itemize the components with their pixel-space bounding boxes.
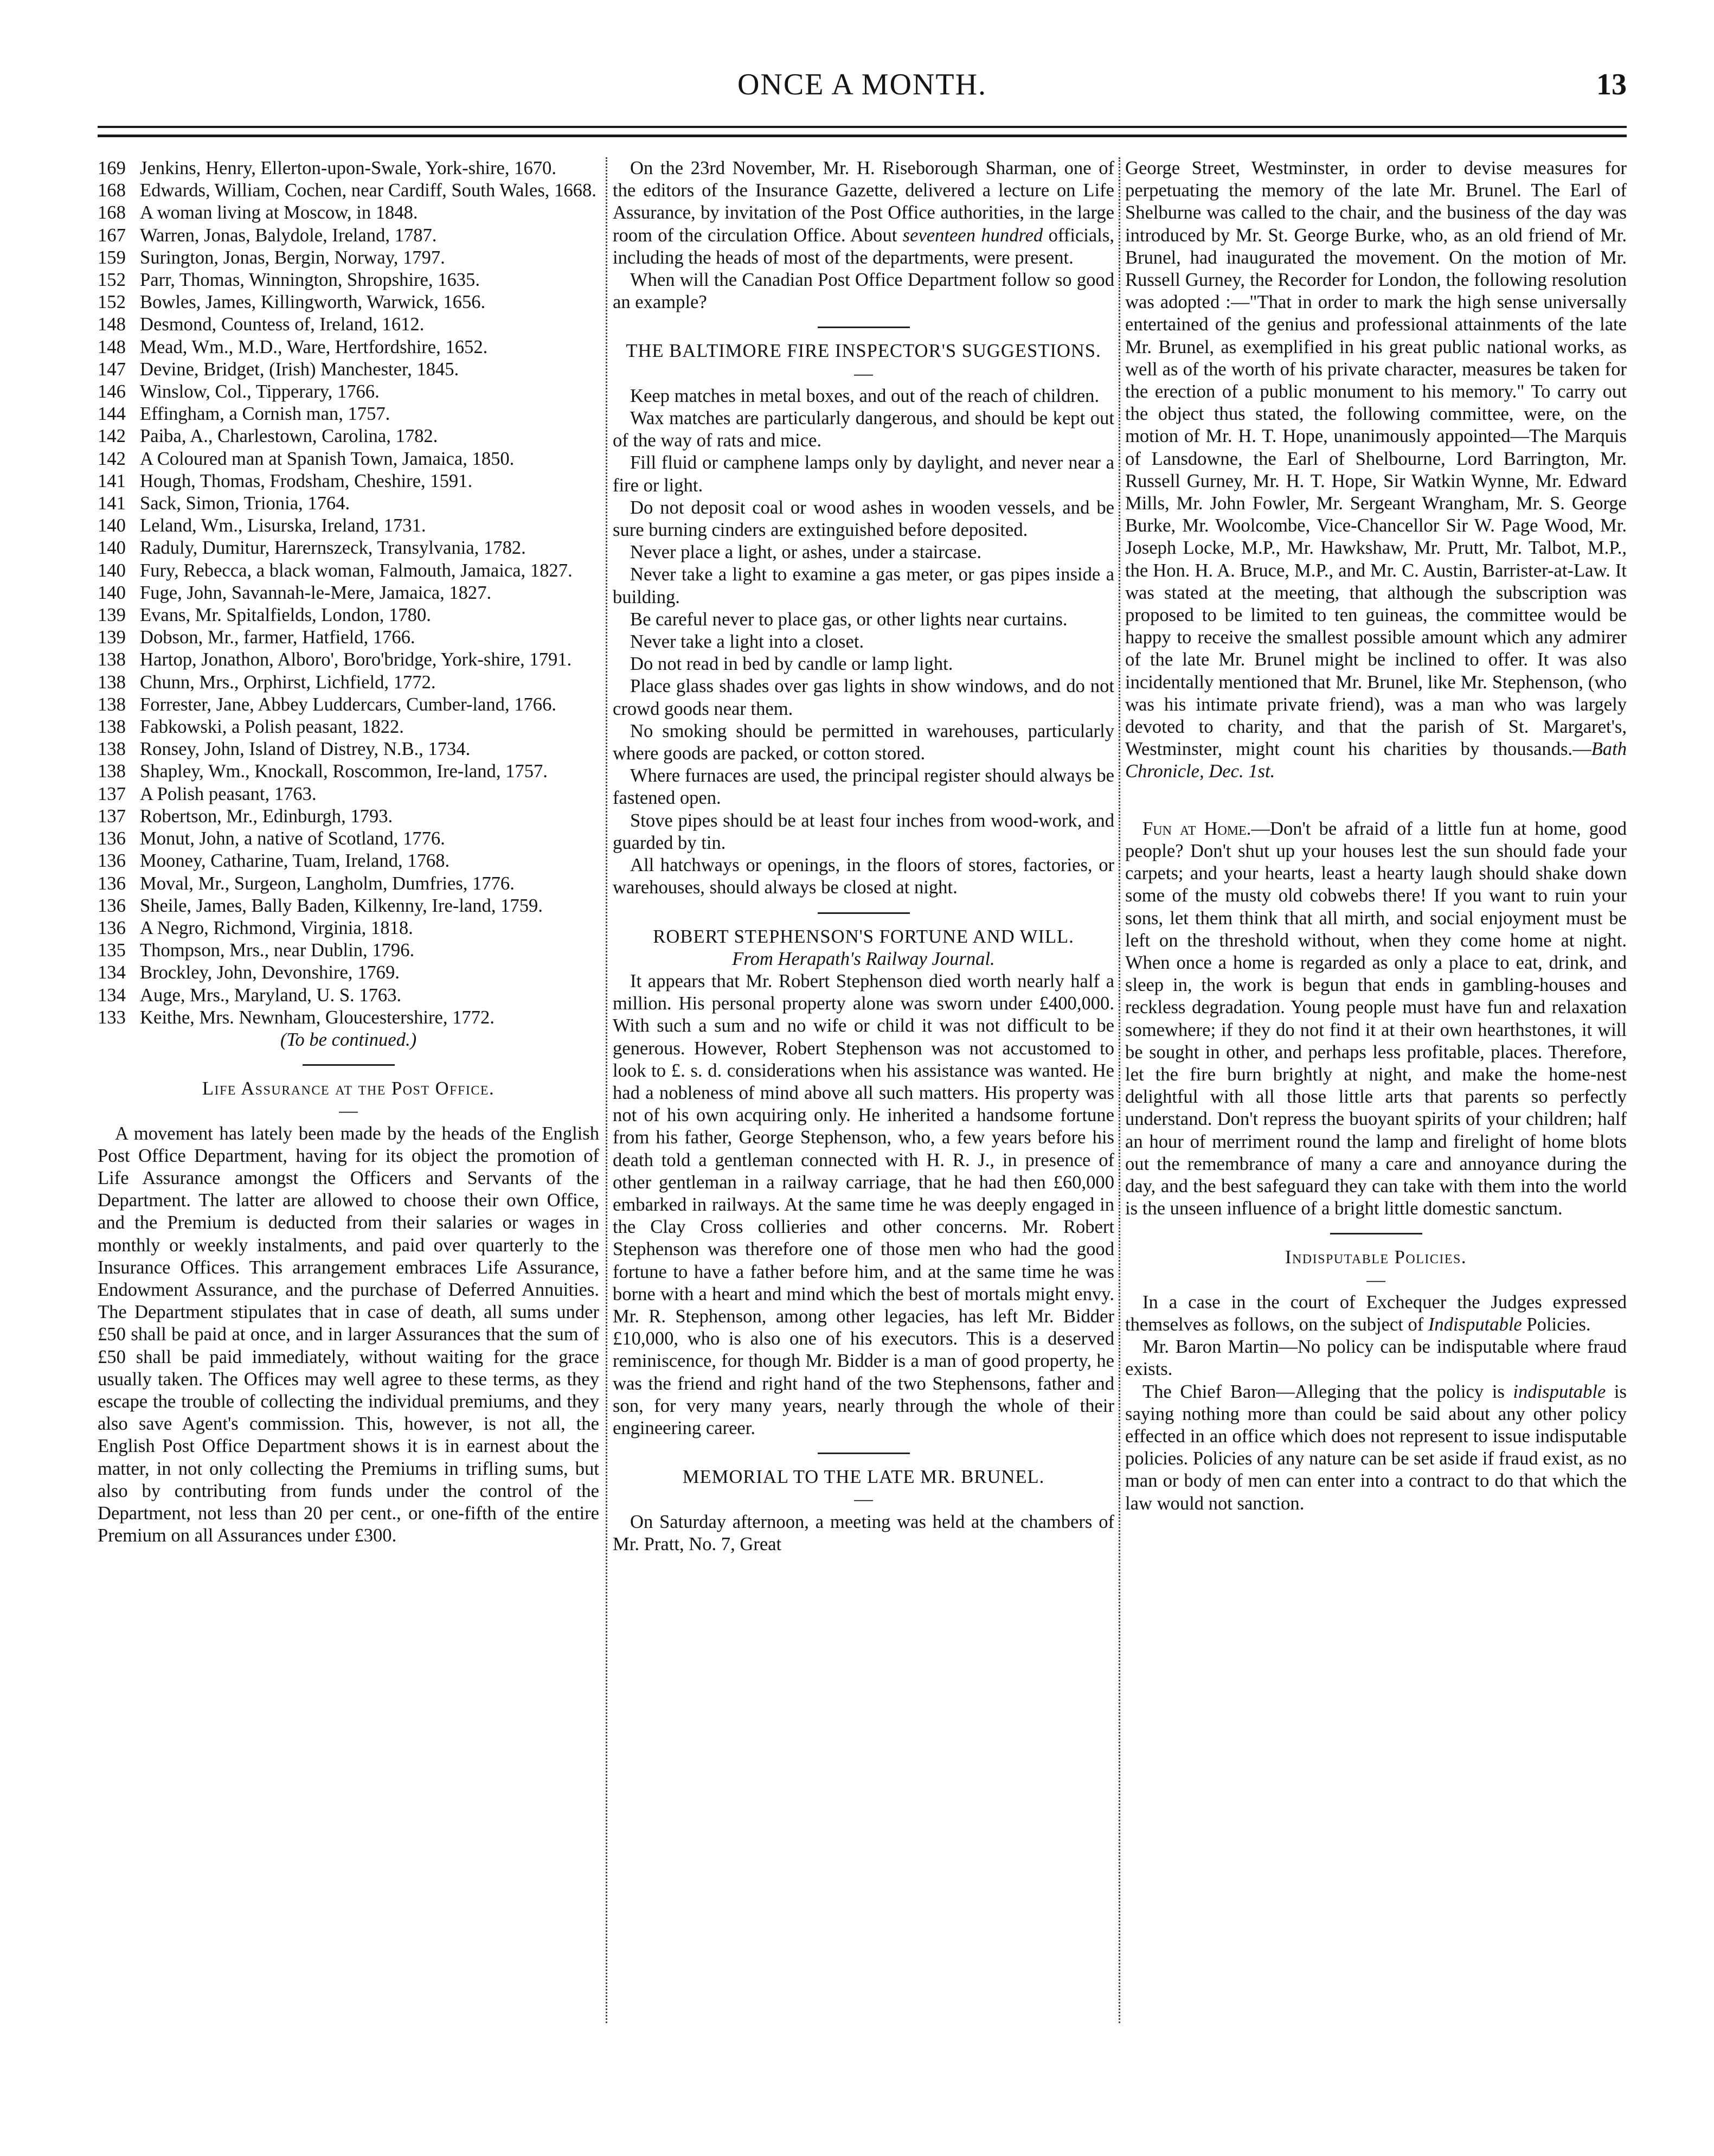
brunel-body-start: On Saturday afternoon, a meeting was held at the chambers of Mr. Pratt, No. 7, Great <box>613 1511 1114 1554</box>
fire-suggestion: Do not deposit coal or wood ashes in wooden vessels, and be sure burning cinders are extinguished before deposited. <box>613 497 1114 541</box>
section-rule <box>818 1453 910 1454</box>
entry-text: Hough, Thomas, Frodsham, Cheshire, 1591. <box>140 470 473 491</box>
longevity-entry <box>98 873 599 895</box>
entry-age: 137 <box>98 783 126 804</box>
entry-text: Surington, Jonas, Bergin, Norway, 1797. <box>140 247 445 268</box>
longevity-entry <box>98 359 599 381</box>
column-1 <box>98 157 599 1547</box>
longevity-entry <box>98 939 599 962</box>
entry-text: Moval, Mr., Surgeon, Langholm, Dumfries, 1776. <box>140 873 515 894</box>
entry-age: 136 <box>98 850 126 872</box>
longevity-entry <box>98 850 599 872</box>
fire-suggestion: Where furnaces are used, the principal register should always be fastened open. <box>613 765 1114 809</box>
longevity-entry <box>98 381 599 403</box>
entry-text: Paiba, A., Charlestown, Carolina, 1782. <box>140 426 438 447</box>
entry-text: Brockley, John, Devonshire, 1769. <box>140 962 400 983</box>
entry-age: 140 <box>98 538 126 559</box>
entry-text: Jenkins, Henry, Ellerton-upon-Swale, York-shire, 1670. <box>140 158 556 178</box>
entry-age: 142 <box>98 426 126 447</box>
entry-age: 148 <box>98 314 126 335</box>
fire-suggestion: Place glass shades over gas lights in show windows, and do not crowd goods near them. <box>613 676 1114 719</box>
fun-at-home-title: Fun at Home. <box>1142 818 1251 839</box>
longevity-entry <box>98 760 599 783</box>
entry-text: Robertson, Mr., Edinburgh, 1793. <box>140 805 393 827</box>
entry-age: 144 <box>98 404 126 425</box>
entry-text: Forrester, Jane, Abbey Luddercars, Cumber-land, 1766. <box>140 694 557 715</box>
section-rule <box>1330 1233 1422 1234</box>
fire-suggestion: Stove pipes should be at least four inches from wood-work, and guarded by tin. <box>613 810 1114 853</box>
page-header <box>98 67 1627 116</box>
entry-text: Desmond, Countess of, Ireland, 1612. <box>140 314 425 335</box>
entry-text: Ronsey, John, Island of Distrey, N.B., 1734. <box>140 739 471 760</box>
longevity-entry <box>98 560 599 582</box>
fire-suggestion: Be careful never to place gas, or other lights near curtains. <box>630 609 1068 630</box>
entry-age: 159 <box>98 247 126 268</box>
stephenson-byline: From Herapath's Railway Journal. <box>732 948 995 969</box>
entry-age: 141 <box>98 493 126 514</box>
header-rule <box>98 126 1627 137</box>
longevity-entry <box>98 492 599 515</box>
entry-age: 142 <box>98 448 126 469</box>
entry-age: 140 <box>98 515 126 536</box>
entry-age: 136 <box>98 873 126 894</box>
fire-suggestion: Fill fluid or camphene lamps only by daylight, and never near a fire or light. <box>613 452 1114 496</box>
longevity-entry <box>98 515 599 537</box>
section-rule <box>818 327 910 328</box>
longevity-entry <box>98 403 599 425</box>
column-2 <box>613 157 1114 1556</box>
page-number: 13 <box>1596 68 1627 101</box>
entry-text: Sheile, James, Bally Baden, Kilkenny, Ire-land, 1759. <box>140 895 543 916</box>
section-rule <box>818 912 910 914</box>
entry-text: A Negro, Richmond, Virginia, 1818. <box>140 917 413 938</box>
fire-suggestion: Never take a light into a closet. <box>630 631 864 652</box>
heading-dash: — <box>854 363 873 384</box>
entry-age: 136 <box>98 895 126 916</box>
entry-text: Keithe, Mrs. Newnham, Gloucestershire, 1772. <box>140 1007 495 1028</box>
heading-dash: — <box>854 1489 873 1510</box>
entry-text: Chunn, Mrs., Orphirst, Lichfield, 1772. <box>140 671 436 693</box>
spacer <box>1125 783 1627 818</box>
entry-age: 152 <box>98 292 126 313</box>
section-rule <box>303 1064 395 1066</box>
entry-text: Monut, John, a native of Scotland, 1776. <box>140 828 445 849</box>
entry-age: 136 <box>98 828 126 849</box>
entry-age: 152 <box>98 270 126 291</box>
entry-text: Fury, Rebecca, a black woman, Falmouth, Jamaica, 1827. <box>140 560 573 581</box>
longevity-entry <box>98 895 599 917</box>
column-3 <box>1125 157 1627 1515</box>
longevity-entry <box>98 604 599 626</box>
longevity-entry <box>98 336 599 359</box>
fire-suggestions-list <box>613 385 1114 899</box>
longevity-entry <box>98 225 599 247</box>
entry-text: Parr, Thomas, Winnington, Shropshire, 1635. <box>140 270 480 291</box>
publication-title: ONCE A MONTH. <box>737 68 987 101</box>
entry-age: 138 <box>98 671 126 693</box>
heading-dash: — <box>339 1101 358 1122</box>
entry-age: 147 <box>98 359 126 380</box>
longevity-entry <box>98 738 599 760</box>
entry-age: 137 <box>98 805 126 827</box>
fire-suggestion: All hatchways or openings, in the floors of stores, factories, or warehouses, should always be closed at night. <box>613 855 1114 898</box>
entry-age: 167 <box>98 225 126 246</box>
entry-age: 138 <box>98 716 126 738</box>
policies-intro: In a case in the court of Exchequer the Judges expressed themselves as follows, on the subject of Indisputable Policies. <box>1125 1291 1627 1335</box>
longevity-entry <box>98 291 599 314</box>
fun-at-home-paragraph: Fun at Home.—Don't be afraid of a little fun at home, good people? Don't shut up your houses lest the sun should fade your carpets; and your hearts, least a hearty laugh should shake down some of the musty old cobwebs there! If you want to ruin your sons, let them think that all mirth, and social enjoyment must be left on the threshold without, when they come home at night. When once a home is regarded as only a place to eat, drink, and sleep in, the work is begun that ends in gambling-houses and reckless degradation. Young people must have fun and relaxation somewhere; if they do not find it at their own hearthstones, it will be sought in other, and perhaps less profitable, places. Therefore, let the fire burn brightly at night, and make the home-nest delightful with all those little arts that parents so perfectly understand. Don't repress the buoyant spirits of your children; half an hour of merriment round the lamp and firelight of home blots out the remembrance of many a care and annoyance during the day, and the best safeguard they can take with them into the world is the unseen influence of a bright little domestic sanctum. <box>1125 818 1627 1219</box>
life-assurance-body: A movement has lately been made by the heads of the English Post Office Department, having for its object the promotion of Life Assurance amongst the Officers and Servants of the Department. The latter are allowed to choose their own Office, and the Premium is deducted from their salaries or wages in monthly or weekly instalments, and paid over quarterly to the Insurance Offices. This arrangement embraces Life Assurance, Endowment Assurance, and the purchase of Deferred Annuities. The Department stipulates that in case of death, all sums under £50 shall be paid at once, and in larger Assurances that the sum of £50 shall be paid immediately, without waiting for the grace usually taken. The Offices may well agree to these terms, as they escape the trouble of collecting the individual premiums, and they also save Agent's commission. This, however, is not all, the English Post Office Department shows it is in earnest about the matter, in not only collecting the Premiums in trifling sums, but also by contributing from funds under the control of the Department, not less than 20 per cent., or one-fifth of the entire Premium on all Assurances under £300. <box>98 1123 599 1546</box>
entry-age: 134 <box>98 962 126 983</box>
policies-chief-baron: The Chief Baron—Alleging that the policy is indisputable is saying nothing more than could be said about any other policy effected in an office which does not represent to issue indisputable policies. Policies of any nature can be set aside if fraud exist, as no man or body of men can enter into a contract to do that which the law would not sanction. <box>1125 1381 1627 1514</box>
entry-text: Thompson, Mrs., near Dublin, 1796. <box>140 940 415 961</box>
entry-text: Bowles, James, Killingworth, Warwick, 1656. <box>140 292 486 313</box>
brunel-body-continued: George Street, Westminster, in order to devise measures for perpetuating the memory of the late Mr. Brunel. The Earl of Shelburne was called to the chair, and the business of the day was introduced by Mr. St. George Burke, who, as an old friend of Mr. Brunel, had inaugurated the movement. On the motion of Mr. Russell Gurney, the Recorder for London, the following resolution was adopted :—"That in order to mark the high sense universally entertained of the genius and professional attainments of the late Mr. Brunel, as exemplified in his great public national works, as well as of the worth of his private character, measures be taken for the erection of a public monument to his memory." To carry out the object thus stated, the following committee, were, on the motion of Mr. H. T. Hope, unanimously appointed—The Marquis of Lansdowne, the Earl of Shelbourne, Lord Barrington, Mr. Russell Gurney, Mr. H. T. Hope, Sir Watkin Wynne, Mr. Edward Mills, Mr. John Fowler, Mr. Sergeant Wrangham, Mr. S. George Burke, Mr. Woolcombe, Vice-Chancellor Sir W. Page Wood, Mr. Joseph Locke, M.P., Mr. Hawkshaw, Mr. Prutt, Mr. Talbot, M.P., the Hon. H. A. Bruce, M.P., and Mr. C. Austin, Barrister-at-Law. It was stated at the meeting, that although the subscription was proposed to be limited to ten guineas, the committee would be happy to receive the smallest possible amount which any admirer of the late Mr. Brunel might be inclined to offer. It was also incidentally mentioned that Mr. Brunel, like Mr. Stephenson, (who was his intimate private friend), was a man who was largely devoted to charity, and that the parish of St. Margaret's, Westminster, might count his charities by thousands.—Bath Chronicle, Dec. 1st. <box>1125 158 1627 782</box>
entry-age: 139 <box>98 627 126 648</box>
entry-text: Winslow, Col., Tipperary, 1766. <box>140 381 380 402</box>
longevity-entry <box>98 470 599 492</box>
entry-text: Leland, Wm., Lisurska, Ireland, 1731. <box>140 515 426 536</box>
life-assurance-heading: Life Assurance at the Post Office. <box>202 1078 495 1099</box>
longevity-entry <box>98 202 599 224</box>
longevity-entry <box>98 828 599 850</box>
fire-suggestion: Never take a light to examine a gas meter, or gas pipes inside a building. <box>613 564 1114 607</box>
policies-heading: Indisputable Policies. <box>1285 1247 1467 1268</box>
fire-suggestion: Keep matches in metal boxes, and out of the reach of children. <box>630 385 1100 406</box>
longevity-entry <box>98 1007 599 1029</box>
longevity-entry <box>98 425 599 447</box>
entry-text: A Polish peasant, 1763. <box>140 783 317 804</box>
longevity-entry <box>98 157 599 180</box>
entry-text: A woman living at Moscow, in 1848. <box>140 202 418 223</box>
fire-suggestion: Wax matches are particularly dangerous, and should be kept out of the way of rats and mice. <box>613 408 1114 451</box>
longevity-entry <box>98 247 599 269</box>
entry-text: Evans, Mr. Spitalfields, London, 1780. <box>140 605 431 626</box>
lecture-question: When will the Canadian Post Office Department follow so good an example? <box>613 270 1114 313</box>
entry-text: A Coloured man at Spanish Town, Jamaica, 1850. <box>140 448 515 469</box>
longevity-entry <box>98 805 599 828</box>
entry-age: 139 <box>98 605 126 626</box>
longevity-entry <box>98 180 599 202</box>
lecture-paragraph: On the 23rd November, Mr. H. Riseborough Sharman, one of the editors of the Insurance Gazette, delivered a lecture on Life Assurance, by invitation of the Post Office authorities, in the large room of the circulation Office. About seventeen hundred officials, including the heads of most of the departments, were present. <box>613 158 1114 268</box>
entry-age: 148 <box>98 336 126 357</box>
heading-dash: — <box>1366 1269 1385 1290</box>
column-divider-left <box>606 157 607 2023</box>
entry-age: 134 <box>98 984 126 1006</box>
longevity-entry <box>98 626 599 649</box>
entry-text: Sack, Simon, Trionia, 1764. <box>140 493 350 514</box>
longevity-entry <box>98 984 599 1007</box>
longevity-entry <box>98 917 599 939</box>
longevity-entry <box>98 783 599 805</box>
entry-text: Fabkowski, a Polish peasant, 1822. <box>140 716 404 738</box>
entry-age: 135 <box>98 940 126 961</box>
emphasis: seventeen hundred <box>902 225 1043 246</box>
entry-text: Dobson, Mr., farmer, Hatfield, 1766. <box>140 627 415 648</box>
entry-text: Devine, Bridget, (Irish) Manchester, 1845. <box>140 359 459 380</box>
longevity-entry <box>98 448 599 470</box>
longevity-entry <box>98 716 599 738</box>
stephenson-heading: ROBERT STEPHENSON'S FORTUNE AND WILL. <box>653 926 1074 947</box>
entry-age: 140 <box>98 582 126 603</box>
entry-text: Fuge, John, Savannah-le-Mere, Jamaica, 1827. <box>140 582 492 603</box>
entry-age: 168 <box>98 202 126 223</box>
entry-text: Mead, Wm., M.D., Ware, Hertfordshire, 1652. <box>140 336 488 357</box>
entry-text: Mooney, Catharine, Tuam, Ireland, 1768. <box>140 850 450 872</box>
entry-age: 169 <box>98 158 126 178</box>
entry-text: Effingham, a Cornish man, 1757. <box>140 404 390 425</box>
entry-text: Edwards, William, Cochen, near Cardiff, South Wales, 1668. <box>140 180 596 201</box>
longevity-entry <box>98 649 599 671</box>
entry-text: Raduly, Dumitur, Harernszeck, Transylvania, 1782. <box>140 538 526 559</box>
fire-heading: THE BALTIMORE FIRE INSPECTOR'S SUGGESTIONS. <box>626 341 1101 362</box>
entry-text: Auge, Mrs., Maryland, U. S. 1763. <box>140 984 402 1006</box>
entry-age: 168 <box>98 180 126 201</box>
longevity-entry <box>98 962 599 984</box>
longevity-entry <box>98 671 599 694</box>
brunel-source: Bath Chronicle, Dec. 1st. <box>1125 739 1627 782</box>
longevity-list <box>98 157 599 1029</box>
fire-suggestion: Never place a light, or ashes, under a staircase. <box>630 542 982 563</box>
stephenson-body: It appears that Mr. Robert Stephenson died worth nearly half a million. His personal property alone was sworn under £400,000. With such a sum and no wife or child it was not difficult to be generous. However, Robert Stephenson was not accustomed to look to £. s. d. considerations when his assistance was wanted. He had a nobleness of mind above all such matters. His property was not of his own acquiring only. He inherited a handsome fortune from his father, George Stephenson, who, a few years before his death told a gentleman connected with H. R. J., in presence of other gentleman in a railway carriage, that he had then £60,000 embarked in railways. At the same time he was deeply engaged in the Clay Cross collieries and other concerns. Mr. Robert Stephenson was therefore one of those men who had the good fortune to have a father before him, and at the same time he was borne with a heart and mind which the best of mortals might envy. Mr. R. Stephenson, among other legacies, has left Mr. Bidder £10,000, who is also one of his executors. This is a deserved reminiscence, for though Mr. Bidder is a man of good property, he was the friend and right hand of the two Stephensons, father and son, for very many years, nearly through the whole of their engineering career. <box>613 970 1114 1438</box>
fire-suggestion: No smoking should be permitted in warehouses, particularly where goods are packed, or cotton stored. <box>613 720 1114 764</box>
fire-suggestion: Do not read in bed by candle or lamp light. <box>630 654 953 675</box>
longevity-entry <box>98 537 599 559</box>
entry-age: 138 <box>98 761 126 782</box>
column-divider-right <box>1119 157 1120 2023</box>
brunel-heading: MEMORIAL TO THE LATE MR. BRUNEL. <box>682 1467 1045 1488</box>
entry-text: Hartop, Jonathon, Alboro', Boro'bridge, York-shire, 1791. <box>140 649 572 670</box>
entry-age: 140 <box>98 560 126 581</box>
entry-text: Shapley, Wm., Knockall, Roscommon, Ire-land, 1757. <box>140 761 548 782</box>
entry-age: 138 <box>98 694 126 715</box>
policies-martin: Mr. Baron Martin—No policy can be indisputable where fraud exists. <box>1125 1336 1627 1380</box>
to-be-continued: (To be continued.) <box>280 1029 417 1050</box>
longevity-entry <box>98 694 599 716</box>
entry-text: Warren, Jonas, Balydole, Ireland, 1787. <box>140 225 437 246</box>
entry-age: 133 <box>98 1007 126 1028</box>
longevity-entry <box>98 269 599 291</box>
entry-age: 136 <box>98 917 126 938</box>
entry-age: 138 <box>98 739 126 760</box>
entry-age: 138 <box>98 649 126 670</box>
longevity-entry <box>98 582 599 604</box>
longevity-entry <box>98 314 599 336</box>
entry-age: 146 <box>98 381 126 402</box>
entry-age: 141 <box>98 470 126 491</box>
